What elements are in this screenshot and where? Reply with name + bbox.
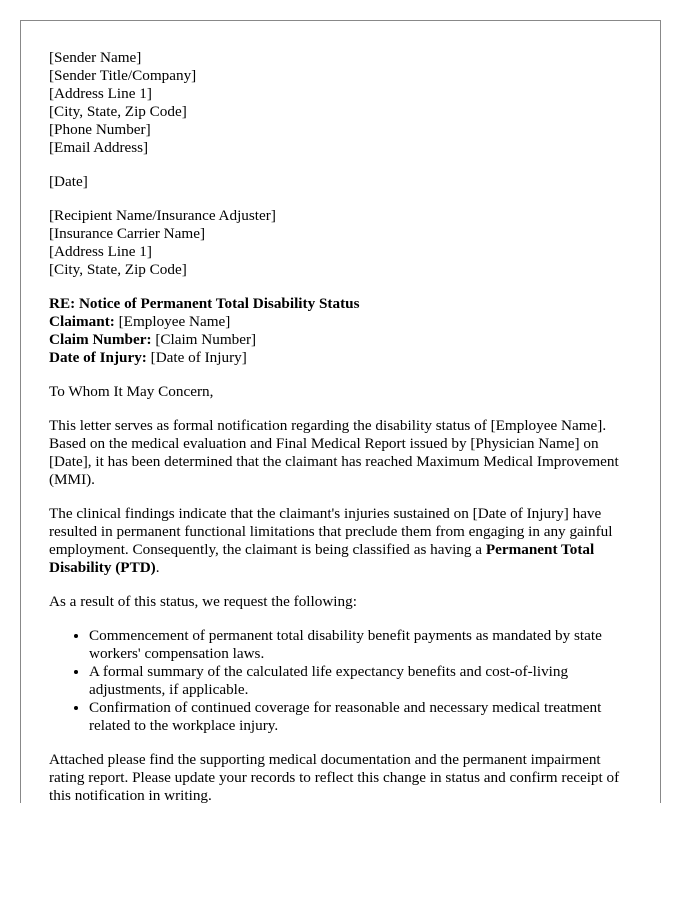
sender-name: [Sender Name] [49, 49, 142, 66]
re-line [49, 295, 639, 313]
letter-content [49, 49, 639, 803]
paragraph-findings [49, 505, 639, 577]
claim-number-line [49, 331, 639, 349]
recipient-address-line-1: [Address Line 1] [49, 243, 152, 260]
sender-address-line-1: [Address Line 1] [49, 85, 152, 102]
findings-end: . [155, 559, 160, 576]
claim-number-value: [Claim Number] [151, 331, 257, 348]
claimant-label: Claimant: [49, 313, 115, 330]
list-item: • Confirmation of continued coverage for reasonable and necessary medical treatment related to the workplace injury. [89, 699, 639, 735]
claim-number-label: Claim Number: [49, 331, 152, 348]
recipient-block [49, 207, 639, 279]
ptd-classification: Permanent Total Disability (PTD) [49, 541, 595, 576]
list-item: • Commencement of permanent total disability benefit payments as mandated by state workers' compensation laws. [89, 627, 639, 663]
letter-date: [Date] [49, 173, 88, 190]
salutation: To Whom It May Concern, [49, 383, 214, 400]
reference-block [49, 295, 639, 367]
request-list [49, 627, 639, 735]
date-of-injury-value: [Date of Injury] [146, 349, 247, 366]
letter-page [20, 20, 661, 803]
recipient-city-state-zip: [City, State, Zip Code] [49, 261, 187, 278]
recipient-name: [Recipient Name/Insurance Adjuster] [49, 207, 276, 224]
paragraph-request-intro: As a result of this status, we request the following: [49, 593, 357, 610]
re-label: RE: Notice of Permanent Total Disability Status [49, 295, 360, 312]
sender-block [49, 49, 639, 157]
paragraph-notification: This letter serves as formal notification regarding the disability status of [Employee Name]. Based on the medical evaluation and Final Medical Report issued by [Physician Name] on [Date], it has been determined that the claimant has reached Maximum Medical Improvement (MMI). [49, 417, 619, 488]
list-item: • A formal summary of the calculated life expectancy benefits and cost-of-living adjustments, if applicable. [89, 663, 639, 699]
recipient-carrier: [Insurance Carrier Name] [49, 225, 206, 242]
claimant-line [49, 313, 639, 331]
date-of-injury-line [49, 349, 639, 367]
findings-text: The clinical findings indicate that the claimant's injuries sustained on [Date of Injury] have resulted in permanent functional limitations that preclude them from engaging in any gainful employment. Consequently, the claimant is being classified as having a [49, 505, 613, 558]
sender-city-state-zip: [City, State, Zip Code] [49, 103, 187, 120]
claimant-value: [Employee Name] [114, 313, 231, 330]
date-of-injury-label: Date of Injury: [49, 349, 147, 366]
sender-email: [Email Address] [49, 139, 149, 156]
sender-title-company: [Sender Title/Company] [49, 67, 197, 84]
date-block [49, 173, 639, 191]
paragraph-attachments: Attached please find the supporting medical documentation and the permanent impairment rating report. Please update your records to reflect this change in status and confirm receipt of this notification in writing. [49, 751, 620, 803]
sender-phone: [Phone Number] [49, 121, 151, 138]
